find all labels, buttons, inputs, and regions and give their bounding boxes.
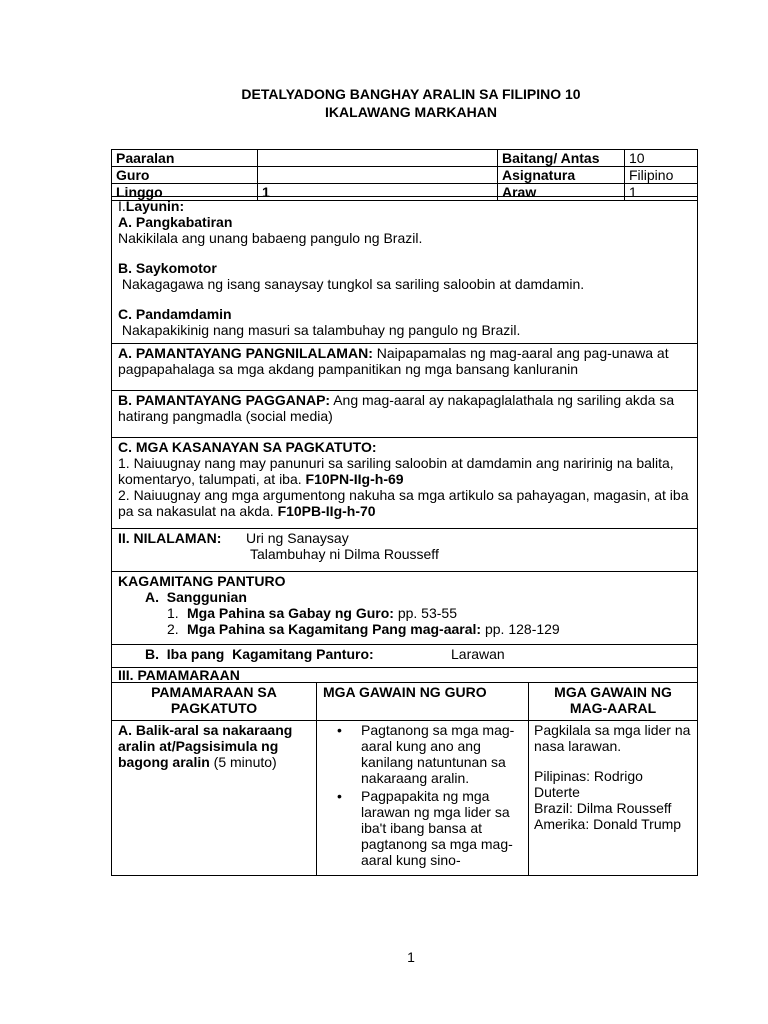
guro-value	[258, 167, 498, 184]
iba-pang-label: B. Iba pang Kagamitang Panturo:	[145, 646, 374, 662]
iba-pang-row	[112, 645, 698, 668]
linggo-label: Linggo	[116, 184, 163, 200]
sanggunian-label: A. Sanggunian	[145, 589, 247, 605]
kasanayan-item1-code: F10PN-IIg-h-69	[305, 471, 404, 487]
nilalaman-line2: Talambuhay ni Dilma Rousseff	[250, 546, 439, 562]
magaaral-line: Amerika: Donald Trump	[534, 816, 682, 832]
araw-label: Araw	[502, 184, 537, 200]
pangnilalaman-label: A. PAMANTAYANG PANGNILALAMAN:	[118, 345, 373, 361]
balik-aral-label: A. Balik-aral sa nakaraang aralin at/Pagsisimula ng bagong aralin	[118, 722, 293, 770]
asignatura-value: Filipino	[625, 167, 698, 184]
magaaral-line: Pilipinas: Rodrigo Duterte	[534, 768, 643, 800]
nilalaman-line1: Uri ng Sanaysay	[246, 530, 349, 546]
sanggunian-item2-value: pp. 128-129	[481, 621, 560, 637]
lesson-plan-table	[111, 196, 698, 876]
magaaral-line: Brazil: Dilma Rousseff	[534, 800, 672, 816]
saykomotor-label: B. Saykomotor	[118, 260, 217, 276]
list-item: • Pagtanong sa mga mag-aaral kung ano ang kanilang natuntunan sa nakaraang aralin.	[361, 722, 522, 786]
araw-value: 1	[625, 184, 698, 201]
pagganap-label: B. PAMANTAYANG PAGGANAP:	[118, 392, 331, 408]
kagamitan-heading: KAGAMITANG PANTURO	[118, 573, 286, 589]
sanggunian-item2-label: Mga Pahina sa Kagamitang Pang mag-aaral:	[187, 621, 482, 637]
info-table	[111, 149, 698, 201]
linggo-value: 1	[262, 184, 270, 200]
saykomotor-text: Nakagagawa ng isang sanaysay tungkol sa sariling saloobin at damdamin.	[118, 276, 585, 292]
pamamaraan-header-row	[112, 683, 698, 721]
paaralan-value	[258, 150, 498, 167]
nilalaman-row	[112, 529, 698, 572]
pandamdamin-label: C. Pandamdamin	[118, 306, 232, 322]
pangnilalaman-row	[112, 344, 698, 391]
sanggunian-item1-value: pp. 53-55	[393, 605, 457, 621]
pagganap-text: Ang mag-aaral ay nakapaglalathala ng sariling akda sa hatirang pangmadla (social media)	[118, 392, 675, 424]
pangkabatiran-label: A. Pangkabatiran	[118, 214, 233, 230]
pamamaraan-heading: III. PAMAMARAAN	[118, 667, 240, 683]
pangnilalaman-text: Naipapamalas ng mag-aaral ang pag-unawa at pagpapahalaga sa mga akdang pampanitikan ng mga bansang kanluranin	[118, 345, 669, 377]
kasanayan-item1: 1. Naiuugnay nang may panunuri sa sariling saloobin at damdamin ang naririnig na balita, komentaryo, talumpati, at iba.	[118, 455, 674, 487]
sanggunian-item1-label: Mga Pahina sa Gabay ng Guro:	[187, 605, 394, 621]
guro-label: Guro	[116, 167, 150, 183]
kasanayan-label: C. MGA KASANAYAN SA PAGKATUTO:	[118, 439, 377, 455]
guro-activities-list	[323, 722, 522, 868]
paaralan-label: Paaralan	[116, 150, 175, 166]
info-row	[112, 150, 698, 167]
kasanayan-item2: 2. Naiuugnay ang mga argumentong nakuha sa mga artikulo sa pahayagan, magasin, at iba pa sa nakasulat na akda.	[118, 487, 689, 519]
info-row	[112, 167, 698, 184]
col-header-guro: MGA GAWAIN NG GURO	[323, 684, 487, 700]
asignatura-label: Asignatura	[502, 167, 576, 183]
layunin-row	[112, 197, 698, 344]
pagganap-row	[112, 391, 698, 438]
kasanayan-row	[112, 438, 698, 529]
balik-aral-time: (5 minuto)	[209, 754, 277, 770]
document-subtitle: IKALAWANG MARKAHAN	[325, 104, 497, 120]
sanggunian-item2-num: 2.	[167, 621, 179, 637]
layunin-heading: Layunin:	[125, 198, 185, 214]
page-number: 1	[407, 949, 415, 965]
col-header-magaaral: MGA GAWAIN NG MAG-AARAL	[554, 684, 672, 716]
sanggunian-item1-num: 1.	[167, 605, 179, 621]
kagamitan-row	[112, 572, 698, 645]
baitang-label: Baitang/ Antas	[502, 150, 600, 166]
pamamaraan-heading-row	[112, 668, 698, 683]
nilalaman-label: II. NILALAMAN:	[118, 530, 222, 546]
magaaral-intro: Pagkilala sa mga lider na nasa larawan.	[534, 722, 691, 754]
list-item: • Pagpapakita ng mga larawan ng mga lider sa iba't ibang bansa at pagtanong sa mga mag-aaral kung sino-	[361, 788, 522, 868]
layunin-prefix: I.	[118, 198, 126, 214]
document-title: DETALYADONG BANGHAY ARALIN SA FILIPINO 10	[241, 86, 581, 102]
kasanayan-item2-code: F10PB-IIg-h-70	[277, 503, 376, 519]
baitang-value: 10	[625, 150, 698, 167]
iba-pang-value: Larawan	[451, 646, 505, 662]
pangkabatiran-text: Nakikilala ang unang babaeng pangulo ng Brazil.	[118, 230, 423, 246]
pandamdamin-text: Nakapakikinig nang masuri sa talambuhay ng pangulo ng Brazil.	[118, 322, 521, 338]
table-row	[112, 721, 698, 876]
col-header-pamamaraan: PAMAMARAAN SA PAGKATUTO	[151, 684, 277, 716]
